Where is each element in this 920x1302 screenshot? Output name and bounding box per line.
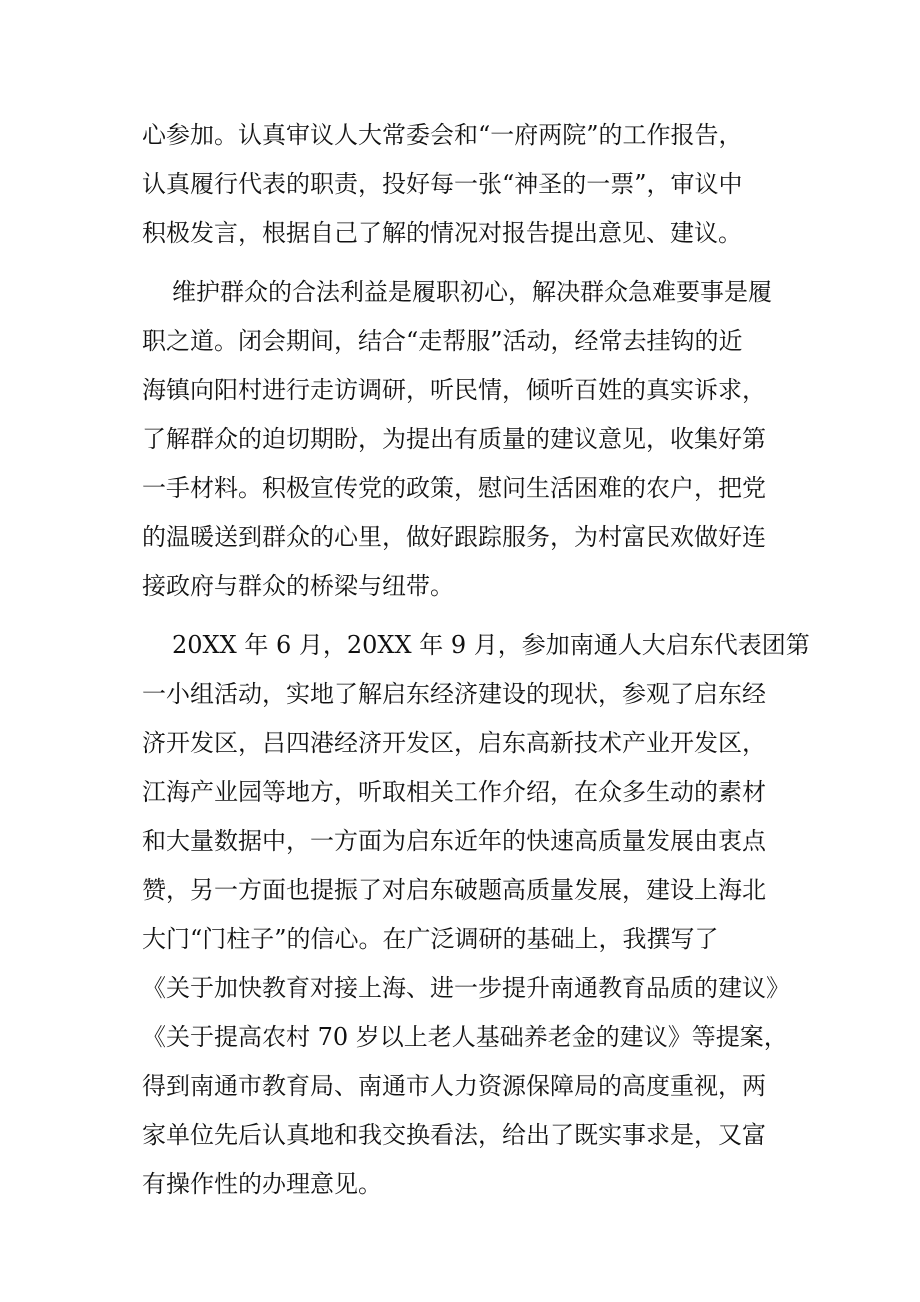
text-line: 积极发言，根据自己了解的情况对报告提出意见、建议。 (142, 219, 742, 247)
text-line: 大门“门柱子”的信心。在广泛调研的基础上，我撰写了 (142, 925, 719, 953)
text-line: 江海产业园等地方，听取相关工作介绍，在众多生动的素材 (142, 778, 766, 806)
text-line: 了解群众的迫切期盼，为提出有质量的建议意见，收集好第 (142, 425, 766, 453)
paragraph-spacer (142, 611, 782, 621)
document-body (142, 111, 810, 1209)
text-line: 职之道。闭会期间，结合“走帮服”活动，经常去挂钩的近 (142, 327, 743, 355)
text-line: 《关于加快教育对接上海、进一步提升南通教育品质的建议》 (142, 974, 790, 1002)
text-line: 20XX 年 6 月，20XX 年 9 月，参加南通人大启东代表团第 (172, 631, 810, 659)
text-line: 济开发区，吕四港经济开发区，启东高新技术产业开发区， (142, 729, 766, 757)
text-line: 和大量数据中，一方面为启东近年的快速高质量发展由衷点 (142, 827, 766, 855)
text-line: 家单位先后认真地和我交换看法，给出了既实事求是，又富 (142, 1121, 766, 1149)
text-line: 《关于提高农村 70 岁以上老人基础养老金的建议》等提案， (142, 1023, 788, 1051)
text-line: 有操作性的办理意见。 (142, 1170, 382, 1198)
paragraph-2 (142, 268, 782, 611)
text-line: 心参加。认真审议人大常委会和“一府两院”的工作报告， (142, 121, 743, 149)
text-line: 认真履行代表的职责，投好每一张“神圣的一票”，审议中 (142, 170, 743, 198)
text-line: 的温暖送到群众的心里，做好跟踪服务，为村富民欢做好连 (142, 523, 766, 551)
text-line: 维护群众的合法利益是履职初心，解决群众急难要事是履 (172, 278, 772, 306)
text-line: 接政府与群众的桥梁与纽带。 (142, 572, 454, 600)
paragraph-1 (142, 111, 782, 258)
text-line: 一手材料。积极宣传党的政策，慰问生活困难的农户，把党 (142, 474, 766, 502)
paragraph-3 (142, 621, 810, 1209)
text-line: 一小组活动，实地了解启东经济建设的现状，参观了启东经 (142, 680, 766, 708)
text-line: 海镇向阳村进行走访调研，听民情，倾听百姓的真实诉求， (142, 376, 766, 404)
paragraph-spacer (142, 258, 782, 268)
text-line: 赞，另一方面也提振了对启东破题高质量发展，建设上海北 (142, 876, 766, 904)
text-line: 得到南通市教育局、南通市人力资源保障局的高度重视，两 (142, 1072, 766, 1100)
